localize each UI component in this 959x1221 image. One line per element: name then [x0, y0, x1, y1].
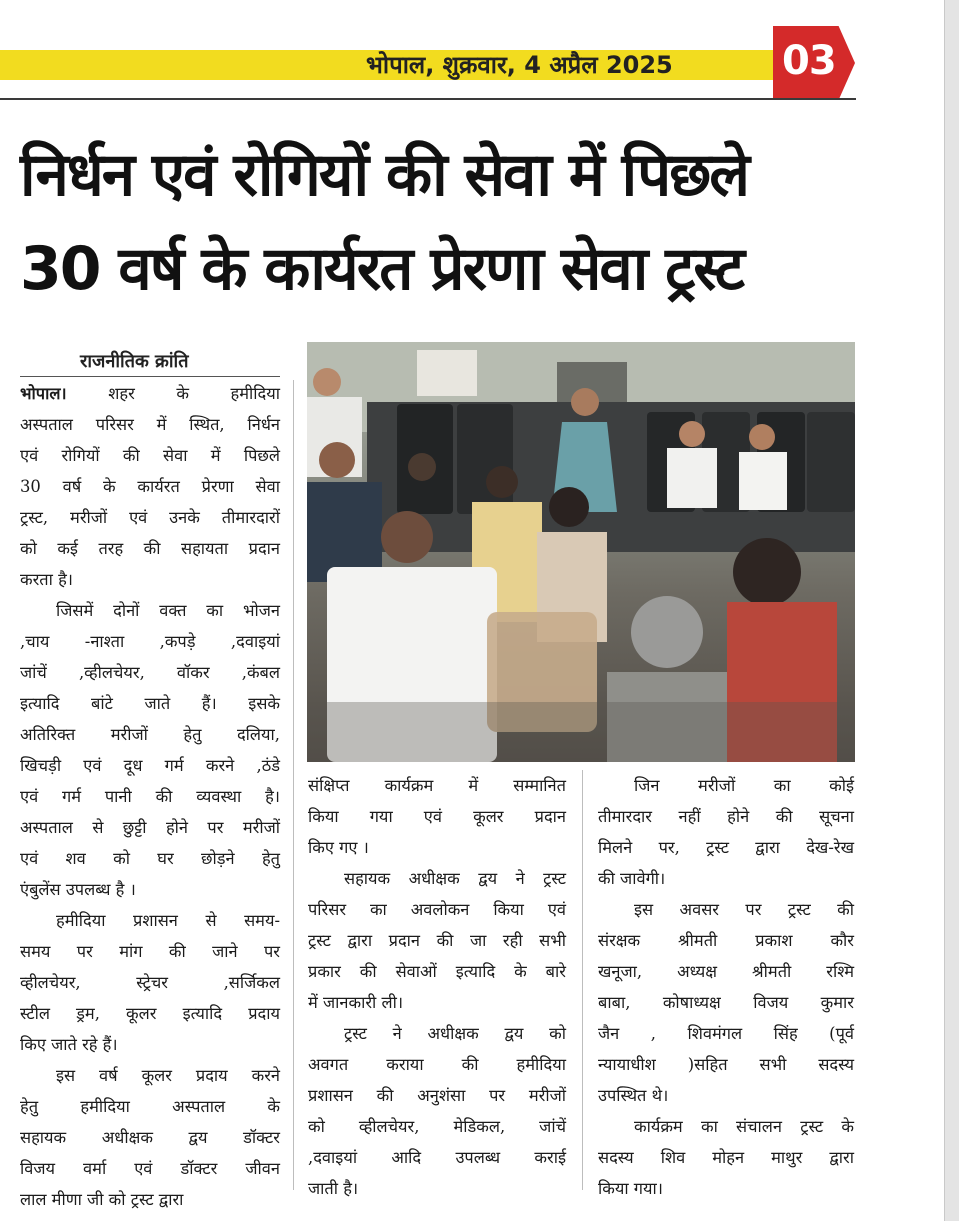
article-line: [20, 409, 280, 440]
article-line: [598, 1173, 854, 1204]
article-line-text: प्रकार की सेवाओं इत्यादि के बारे: [308, 962, 566, 981]
article-line-text: अवगत कराया की हमीदिया: [308, 1055, 566, 1074]
article-line: [308, 925, 566, 956]
article-line: [598, 925, 854, 956]
column-divider-2: [582, 770, 583, 1190]
article-line-text: एवं शव को घर छोड़ने हेतु: [20, 849, 280, 868]
article-line-text: संक्षिप्त कार्यक्रम में सम्मानित: [308, 776, 566, 795]
article-line-text: एवं गर्म पानी की व्यवस्था है।: [20, 787, 280, 806]
article-line: [20, 998, 280, 1029]
article-line-text: किए जाते रहे हैं।: [20, 1035, 118, 1054]
article-line: [20, 1184, 280, 1215]
article-line: [308, 956, 566, 987]
article-line-text: जैन , शिवमंगल सिंह (पूर्व: [598, 1024, 854, 1043]
article-line-text: उपस्थित थे।: [598, 1086, 669, 1105]
page-edge-strip: [945, 0, 959, 1221]
byline-rule: [20, 376, 280, 377]
article-line-text: हमीदिया प्रशासन से समय-: [56, 911, 280, 930]
article-line: [20, 533, 280, 564]
article-line-text: ट्रस्ट द्वारा प्रदान की जा रही सभी: [308, 931, 566, 950]
article-line: [598, 987, 854, 1018]
article-line-text: करता है।: [20, 570, 74, 589]
article-line-text: एवं रोगियों की सेवा में पिछले: [20, 446, 280, 465]
article-line-text: लाल मीणा जी को ट्रस्ट द्वारा: [20, 1190, 184, 1209]
article-line: [20, 1122, 280, 1153]
article-line: [20, 564, 280, 595]
article-line: [20, 657, 280, 688]
article-line-text: संरक्षक श्रीमती प्रकाश कौर: [598, 931, 854, 950]
article-line: [20, 1153, 280, 1184]
article-line: [308, 801, 566, 832]
article-line-text: अस्पताल परिसर में स्थित, निर्धन: [20, 415, 280, 434]
article-line: [598, 1111, 854, 1142]
article-line-text: जिन मरीजों का कोई: [634, 776, 854, 795]
article-line: [20, 843, 280, 874]
article-line-text: न्यायाधीश )सहित सभी सदस्य: [598, 1055, 854, 1074]
article-line-text: तीमारदार नहीं होने की सूचना: [598, 807, 854, 826]
article-line-text: ट्रस्ट, मरीजों एवं उनके तीमारदारों: [20, 508, 280, 527]
article-line: [20, 440, 280, 471]
header-rule: [0, 98, 856, 100]
article-line-text: जांचें ,व्हीलचेयर, वॉकर ,कंबल: [20, 663, 280, 682]
article-line: [598, 1142, 854, 1173]
article-line-text: ट्रस्ट ने अधीक्षक द्वय को: [344, 1024, 566, 1043]
article-line-text: मिलने पर, ट्रस्ट द्वारा देख-रेख: [598, 838, 854, 857]
headline-line-1: निर्धन एवं रोगियों की सेवा में पिछले: [20, 140, 748, 210]
article-line: [308, 1080, 566, 1111]
article-column-2: [308, 770, 566, 1204]
article-line: [20, 781, 280, 812]
article-line: [20, 595, 280, 626]
article-line-text: जाती है।: [308, 1179, 359, 1198]
article-line-text: हेतु हमीदिया अस्पताल के: [20, 1097, 280, 1116]
article-line-text: खिचड़ी एवं दूध गर्म करने ,ठंडे: [20, 756, 280, 775]
article-line-text: बाबा, कोषाध्यक्ष विजय कुमार: [598, 993, 854, 1012]
article-line: [20, 750, 280, 781]
article-line: [20, 905, 280, 936]
article-line-text: एंबुलेंस उपलब्ध है ।: [20, 880, 136, 899]
event-photo: [307, 342, 855, 762]
article-line: [308, 832, 566, 863]
article-line-text: में जानकारी ली।: [308, 993, 404, 1012]
article-line: [308, 894, 566, 925]
article-line: [308, 1142, 566, 1173]
article-line-text: कार्यक्रम का संचालन ट्रस्ट के: [634, 1117, 854, 1136]
article-line-text: ,चाय -नाश्ता ,कपड़े ,दवाइयां: [20, 632, 280, 651]
article-line-text: किया गया एवं कूलर प्रदान: [308, 807, 566, 826]
article-line-text: इस अवसर पर ट्रस्ट की: [634, 900, 854, 919]
article-line: [308, 1173, 566, 1204]
article-line-text: की जावेगी।: [598, 869, 666, 888]
article-line: [308, 863, 566, 894]
headline: [20, 128, 856, 320]
article-line: [598, 894, 854, 925]
article-line: [20, 1060, 280, 1091]
article-line: [308, 1018, 566, 1049]
article-line: [20, 1091, 280, 1122]
headline-line-2: 30 वर्ष के कार्यरत प्रेरणा सेवा ट्रस्ट: [20, 234, 743, 304]
article-line-text: सहायक अधीक्षक द्वय ने ट्रस्ट: [344, 869, 566, 888]
article-line-text: 30 वर्ष के कार्यरत प्रेरणा सेवा: [20, 477, 280, 496]
article-line-text: शहर के हमीदिया: [108, 384, 281, 403]
article-line-text: अस्पताल से छुट्टी होने पर मरीजों: [20, 818, 280, 837]
byline: राजनीतिक क्रांति: [80, 351, 189, 372]
article-line: [20, 967, 280, 998]
article-column-1: [20, 378, 280, 1215]
article-line: [20, 1029, 280, 1060]
article-line: [20, 812, 280, 843]
article-line-text: किया गया।: [598, 1179, 663, 1198]
article-line: [598, 1018, 854, 1049]
article-line: [20, 936, 280, 967]
article-line-text: को कई तरह की सहायता प्रदान: [20, 539, 280, 558]
article-line: [308, 987, 566, 1018]
article-line-text: स्टील ड्रम, कूलर इत्यादि प्रदाय: [20, 1004, 280, 1023]
article-line-text: परिसर का अवलोकन किया एवं: [308, 900, 566, 919]
article-line: [598, 770, 854, 801]
article-line: [308, 1049, 566, 1080]
article-line: [598, 832, 854, 863]
article-line: [20, 874, 280, 905]
article-line: [20, 502, 280, 533]
article-line-text: इत्यादि बांटे जाते हैं। इसके: [20, 694, 280, 713]
page-number: 03: [782, 38, 836, 84]
article-line-text: जिसमें दोनों वक्त का भोजन: [56, 601, 280, 620]
article-line-text: प्रशासन की अनुशंसा पर मरीजों: [308, 1086, 566, 1105]
article-line: [308, 770, 566, 801]
article-line-text: को व्हीलचेयर, मेडिकल, जांचें: [308, 1117, 566, 1136]
article-line: [20, 719, 280, 750]
article-line: [20, 626, 280, 657]
date-line: भोपाल, शुक्रवार, 4 अप्रैल 2025: [366, 51, 673, 79]
article-line-text: इस वर्ष कूलर प्रदाय करने: [56, 1066, 280, 1085]
article-line: [598, 863, 854, 894]
article-line-text: ,दवाइयां आदि उपलब्ध कराई: [308, 1148, 566, 1167]
article-line: [20, 688, 280, 719]
article-line-text: सदस्य शिव मोहन माथुर द्वारा: [598, 1148, 854, 1167]
article-line-text: अतिरिक्त मरीजों हेतु दलिया,: [20, 725, 280, 744]
article-line: [598, 956, 854, 987]
article-line-text: समय पर मांग की जाने पर: [20, 942, 280, 961]
article-line-text: व्हीलचेयर, स्ट्रेचर ,सर्जिकल: [20, 973, 280, 992]
article-line: [598, 1049, 854, 1080]
article-line: [20, 471, 280, 502]
article-line: [598, 1080, 854, 1111]
article-line-text: विजय वर्मा एवं डॉक्टर जीवन: [20, 1159, 280, 1178]
article-line: [598, 801, 854, 832]
article-line: [20, 378, 280, 409]
event-photo-illustration: [307, 342, 855, 762]
article-line: [308, 1111, 566, 1142]
article-line-text: सहायक अधीक्षक द्वय डॉक्टर: [20, 1128, 280, 1147]
column-divider-1: [293, 380, 294, 1190]
article-line-text: खनूजा, अध्यक्ष श्रीमती रश्मि: [598, 962, 854, 981]
article-line-text: किए गए ।: [308, 838, 369, 857]
dateline: भोपाल।: [20, 384, 67, 403]
article-column-3: [598, 770, 854, 1204]
